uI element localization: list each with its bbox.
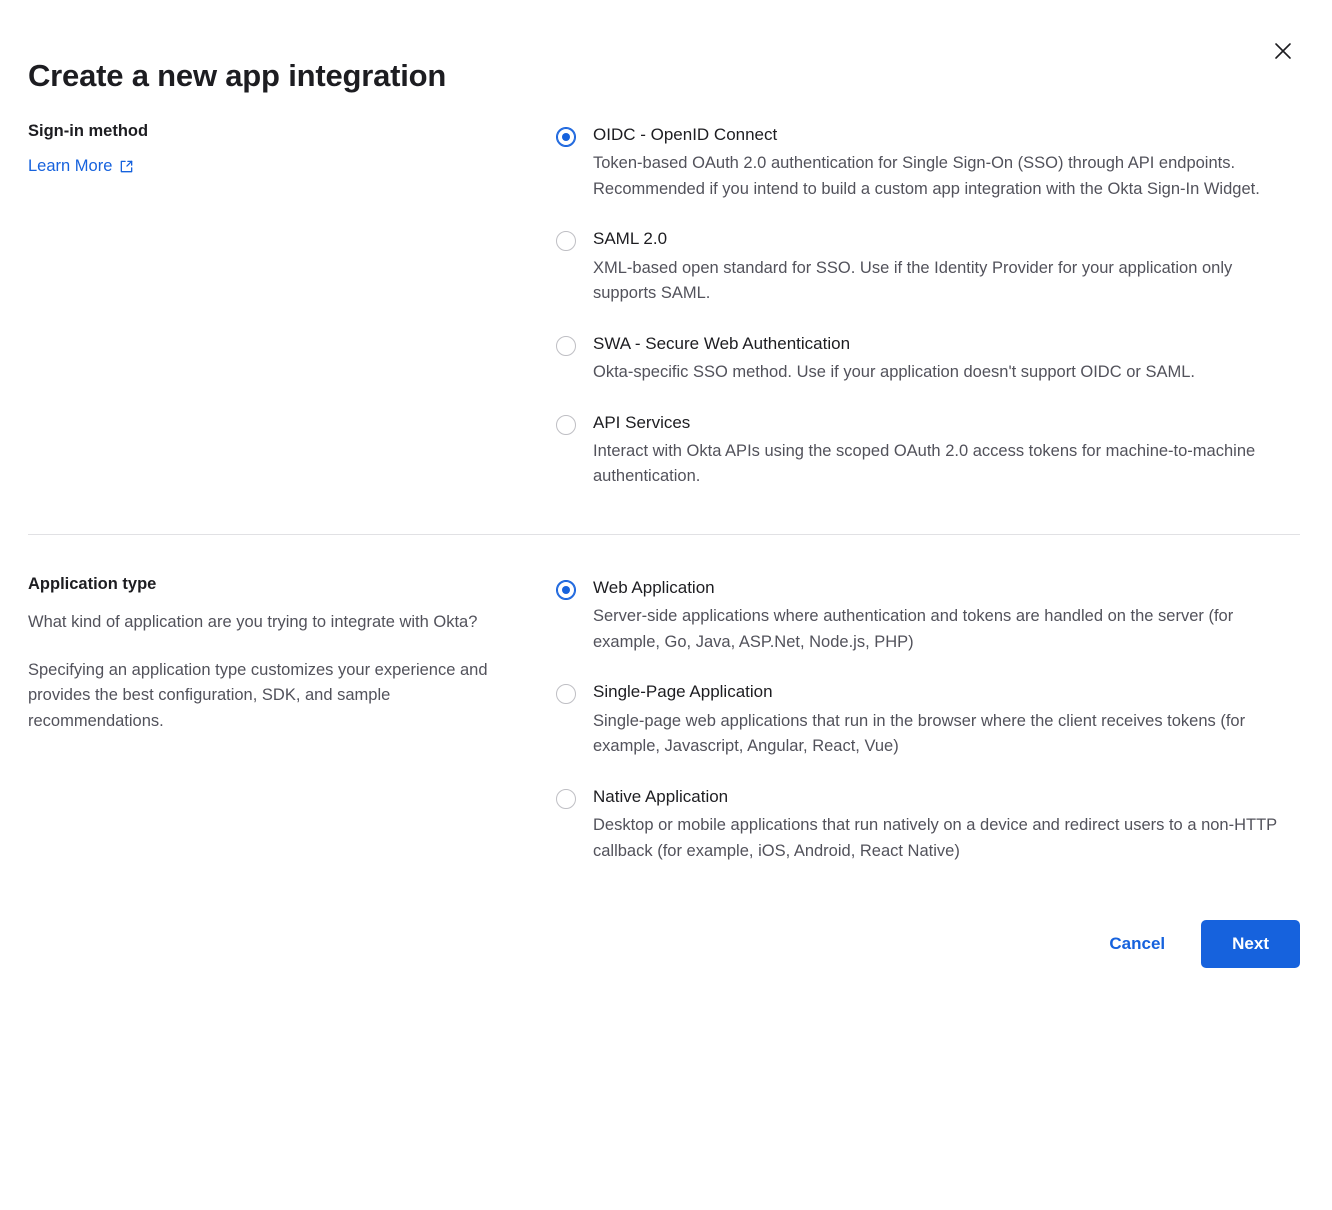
close-icon[interactable]: [1266, 34, 1300, 68]
app-type-option-spa[interactable]: [556, 681, 1300, 759]
app-type-option-native-body: [593, 786, 1300, 864]
radio-oidc[interactable]: [556, 127, 576, 147]
sign-in-option-saml[interactable]: [556, 228, 1300, 306]
sign-in-option-swa-title[interactable]: SWA - Secure Web Authentication: [593, 333, 851, 353]
sign-in-option-oidc[interactable]: [556, 124, 1300, 202]
app-type-option-spa-desc: Single-page web applications that run in the browser where the client receives tokens (for example, Javascript, Angular, React, Vue): [593, 711, 1246, 756]
sign-in-method-options: [556, 122, 1300, 490]
app-type-option-spa-body: [593, 681, 1300, 759]
sign-in-option-swa[interactable]: [556, 333, 1300, 386]
sign-in-option-saml-desc: XML-based open standard for SSO. Use if the Identity Provider for your application only supports SAML.: [593, 258, 1233, 303]
app-type-option-web-title[interactable]: Web Application: [593, 577, 715, 597]
close-icon-glyph: [1273, 41, 1293, 61]
cancel-button[interactable]: Cancel: [1085, 922, 1189, 966]
app-type-option-native[interactable]: [556, 786, 1300, 864]
sign-in-option-oidc-desc: Token-based OAuth 2.0 authentication for Single Sign-On (SSO) through API endpoints. Recommended if you intend to build a custom app integration with the Okta Sign-In Widget.: [593, 154, 1260, 198]
sign-in-option-api-services-desc: Interact with Okta APIs using the scoped OAuth 2.0 access tokens for machine-to-machine authentication.: [593, 441, 1256, 486]
dialog-footer: [0, 864, 1332, 968]
sign-in-option-swa-body: [593, 333, 1300, 386]
external-link-icon-glyph: [119, 159, 134, 174]
application-type-options: [556, 575, 1300, 864]
application-type-label: Application type: [28, 574, 157, 593]
sign-in-method-left: [28, 122, 556, 490]
application-type-help-1: What kind of application are you trying to integrate with Okta?: [28, 612, 478, 631]
sign-in-method-section: [0, 122, 1332, 490]
app-type-option-web-desc: Server-side applications where authentication and tokens are handled on the server (for example, Go, Java, ASP.Net, Node.js, PHP): [593, 607, 1234, 651]
section-divider: [28, 534, 1300, 535]
sign-in-option-api-services-body: [593, 412, 1300, 490]
radio-saml[interactable]: [556, 231, 576, 251]
application-type-section: [0, 575, 1332, 864]
app-type-option-native-desc: Desktop or mobile applications that run natively on a device and redirect users to a non-HTTP callback (for example, iOS, Android, React Native): [593, 815, 1277, 860]
app-type-option-web[interactable]: [556, 577, 1300, 655]
external-link-icon: [119, 159, 134, 174]
sign-in-option-swa-desc: Okta-specific SSO method. Use if your application doesn't support OIDC or SAML.: [593, 363, 1195, 381]
sign-in-option-oidc-body: [593, 124, 1300, 202]
sign-in-option-api-services-title[interactable]: API Services: [593, 412, 691, 432]
learn-more-label: Learn More: [28, 157, 113, 175]
app-type-option-spa-title[interactable]: Single-Page Application: [593, 682, 773, 702]
radio-api-services[interactable]: [556, 415, 576, 435]
next-button[interactable]: Next: [1201, 920, 1300, 968]
app-type-option-native-title[interactable]: Native Application: [593, 786, 729, 806]
page-title: Create a new app integration: [28, 58, 447, 93]
sign-in-option-oidc-title[interactable]: OIDC - OpenID Connect: [593, 125, 778, 144]
sign-in-option-api-services[interactable]: [556, 412, 1300, 490]
radio-native-application[interactable]: [556, 789, 576, 809]
app-type-option-web-body: [593, 577, 1300, 655]
application-type-left: [28, 575, 556, 864]
radio-web-application[interactable]: [556, 580, 576, 600]
sign-in-option-saml-title[interactable]: SAML 2.0: [593, 229, 668, 249]
sign-in-option-saml-body: [593, 228, 1300, 306]
learn-more-link[interactable]: [28, 157, 134, 176]
sign-in-method-label: Sign-in method: [28, 122, 149, 140]
radio-single-page-application[interactable]: [556, 684, 576, 704]
radio-swa[interactable]: [556, 336, 576, 356]
application-type-help-2: Specifying an application type customizes your experience and provides the best configuration, SDK, and sample recommendations.: [28, 660, 488, 730]
